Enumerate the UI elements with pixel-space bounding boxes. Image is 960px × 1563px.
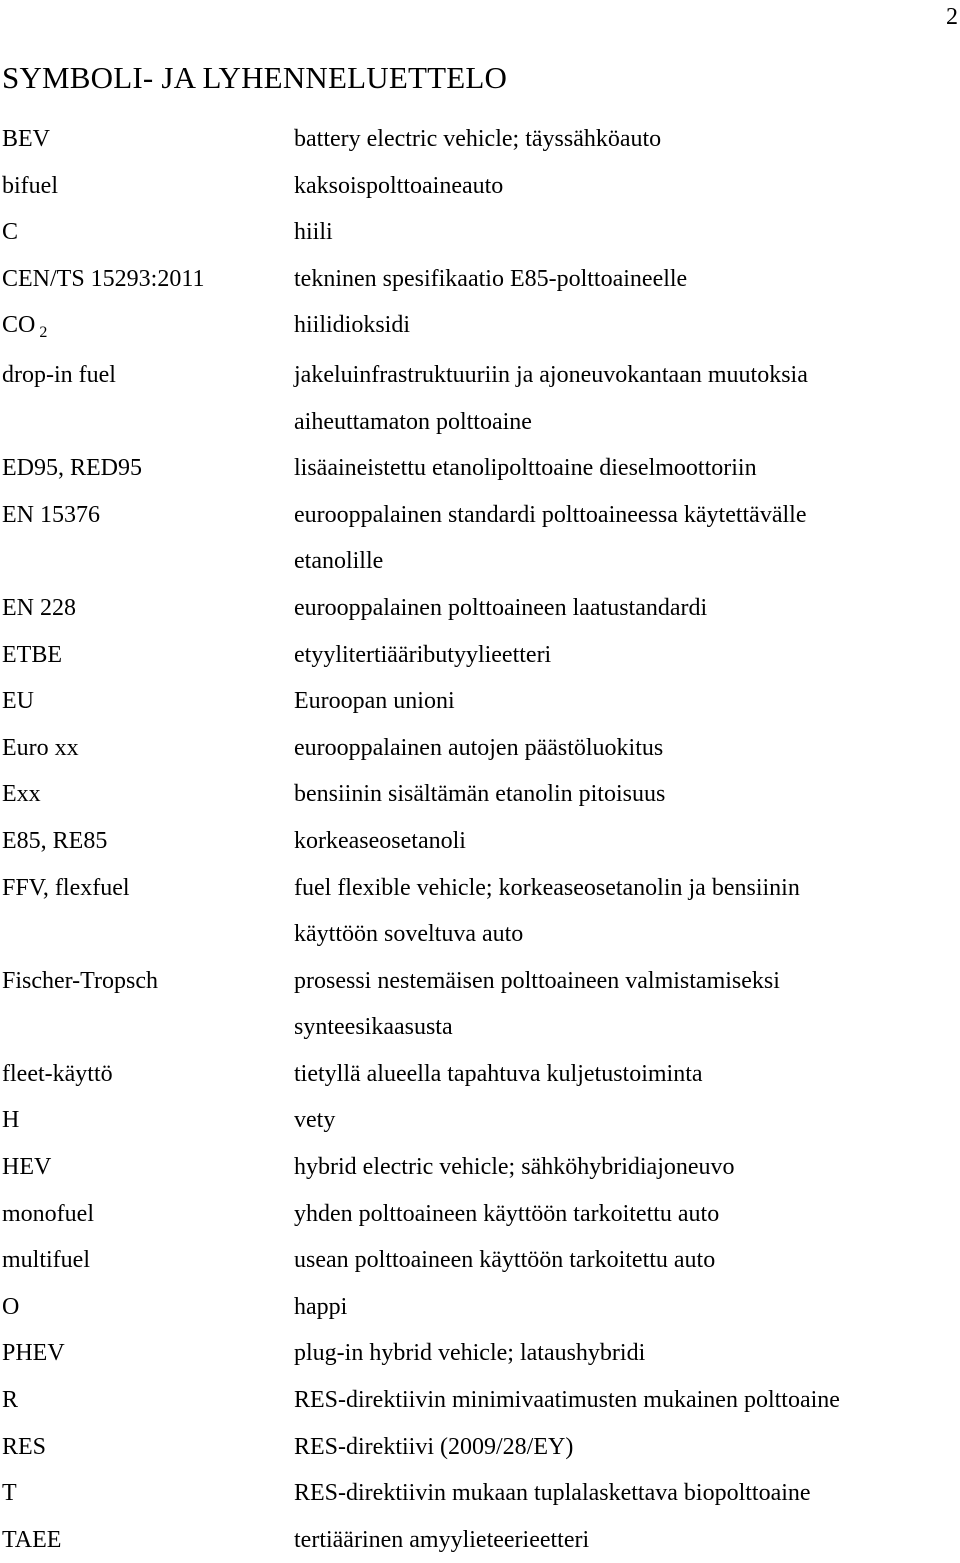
list-item xyxy=(0,818,960,865)
definition-line: RES-direktiivin minimivaatimusten mukainen polttoaine xyxy=(294,1387,840,1414)
definition-line: RES-direktiivin mukaan tuplalaskettava biopolttoaine xyxy=(294,1480,811,1507)
definition xyxy=(294,1517,958,1563)
term-text: O xyxy=(2,1293,20,1320)
list-item xyxy=(0,256,960,303)
definition xyxy=(294,492,958,585)
list-item xyxy=(0,771,960,818)
definition xyxy=(294,1051,958,1098)
term-text: E85, RE85 xyxy=(2,827,108,854)
list-item xyxy=(0,725,960,772)
definition-line: Euroopan unioni xyxy=(294,688,455,715)
list-item xyxy=(0,958,960,1051)
abbreviation-term xyxy=(0,1470,294,1517)
abbreviation-term xyxy=(0,352,294,399)
definition xyxy=(294,116,958,163)
definition-line: bensiinin sisältämän etanolin pitoisuus xyxy=(294,781,666,808)
definition-line: fuel flexible vehicle; korkeaseosetanolin ja bensiinin xyxy=(294,874,800,901)
abbreviation-term xyxy=(0,1144,294,1191)
definition-line: korkeaseosetanoli xyxy=(294,827,466,854)
term-text: Fischer-Tropsch xyxy=(2,967,158,994)
list-item xyxy=(0,116,960,163)
abbreviation-term xyxy=(0,256,294,303)
list-item xyxy=(0,1051,960,1098)
definition-line: prosessi nestemäisen polttoaineen valmistamiseksi xyxy=(294,967,780,994)
term-text: ETBE xyxy=(2,641,62,668)
definition xyxy=(294,256,958,303)
list-item xyxy=(0,1470,960,1517)
term-text: drop-in fuel xyxy=(2,361,116,388)
list-item xyxy=(0,632,960,679)
definition-line: eurooppalainen polttoaineen laatustandardi xyxy=(294,594,708,621)
definition xyxy=(294,1330,958,1377)
definition-line: eurooppalainen autojen päästöluokitus xyxy=(294,734,664,761)
term-text: ED95, RED95 xyxy=(2,455,142,482)
list-item xyxy=(0,445,960,492)
definition-line: jakeluinfrastruktuuriin ja ajoneuvokantaan muutoksia xyxy=(294,361,808,388)
definition-line: eurooppalainen standardi polttoaineessa käytettävälle xyxy=(294,501,807,528)
definition-line: happi xyxy=(294,1293,348,1320)
list-item xyxy=(0,1237,960,1284)
abbreviation-term xyxy=(0,302,294,352)
page-title: SYMBOLI- JA LYHENNELUETTELO xyxy=(2,60,508,95)
term-text: R xyxy=(2,1387,19,1414)
definition xyxy=(294,1424,958,1471)
definition-line: kaksoispolttoaineauto xyxy=(294,172,504,199)
abbreviation-term xyxy=(0,1191,294,1238)
abbreviation-term xyxy=(0,1284,294,1331)
term-text: H xyxy=(2,1107,20,1134)
abbreviation-term xyxy=(0,1237,294,1284)
definition-line: käyttöön soveltuva auto xyxy=(294,921,524,948)
term-text: EU xyxy=(2,688,34,715)
definition xyxy=(294,163,958,210)
definition xyxy=(294,1144,958,1191)
list-item xyxy=(0,1424,960,1471)
definition xyxy=(294,818,958,865)
term-text: RES xyxy=(2,1433,47,1460)
abbreviation-term xyxy=(0,1097,294,1144)
term-text: FFV, flexfuel xyxy=(2,874,130,901)
definition xyxy=(294,725,958,772)
definition-line: yhden polttoaineen käyttöön tarkoitettu auto xyxy=(294,1200,720,1227)
definition xyxy=(294,1191,958,1238)
definition xyxy=(294,1377,958,1424)
term-text: CO xyxy=(2,312,36,339)
term-text: Exx xyxy=(2,781,41,808)
term-text: multifuel xyxy=(2,1247,90,1274)
list-item xyxy=(0,1144,960,1191)
definition-line: tertiäärinen amyylieteerieetteri xyxy=(294,1526,590,1553)
definition xyxy=(294,445,958,492)
list-item xyxy=(0,209,960,256)
list-item xyxy=(0,302,960,352)
definition xyxy=(294,1470,958,1517)
definition xyxy=(294,771,958,818)
term-text: EN 15376 xyxy=(2,501,100,528)
definition-line: hiilidioksidi xyxy=(294,312,411,339)
term-text: T xyxy=(2,1480,17,1507)
abbreviation-term xyxy=(0,1377,294,1424)
definition-line: RES-direktiivi (2009/28/EY) xyxy=(294,1433,574,1460)
definition-line: tietyllä alueella tapahtuva kuljetustoiminta xyxy=(294,1060,703,1087)
definition-line: battery electric vehicle; täyssähköauto xyxy=(294,126,662,152)
definition-line: lisäaineistettu etanolipolttoaine dieselmoottoriin xyxy=(294,455,757,482)
definition-line: synteesikaasusta xyxy=(294,1014,453,1041)
abbreviation-term xyxy=(0,492,294,539)
term-text: PHEV xyxy=(2,1340,65,1367)
abbreviation-term xyxy=(0,116,294,163)
list-item xyxy=(0,1377,960,1424)
list-item xyxy=(0,1330,960,1377)
definition-line: etanolille xyxy=(294,548,384,575)
definition-line: vety xyxy=(294,1107,336,1134)
abbreviation-term xyxy=(0,771,294,818)
term-text: C xyxy=(2,219,19,246)
term-text: fleet-käyttö xyxy=(2,1060,113,1087)
abbreviation-term xyxy=(0,1517,294,1563)
definition xyxy=(294,352,958,445)
abbreviation-term xyxy=(0,1330,294,1377)
list-item xyxy=(0,678,960,725)
definition-line: aiheuttamaton polttoaine xyxy=(294,408,532,435)
term-text: EN 228 xyxy=(2,594,76,621)
definition-line: plug-in hybrid vehicle; lataushybridi xyxy=(294,1340,646,1367)
abbreviation-term xyxy=(0,445,294,492)
abbreviation-term xyxy=(0,632,294,679)
abbreviation-term xyxy=(0,1051,294,1098)
definition xyxy=(294,209,958,256)
term-subscript: 2 xyxy=(39,324,48,342)
term-text: monofuel xyxy=(2,1200,94,1227)
definition-line: etyylitertiääributyylieetteri xyxy=(294,641,552,668)
definition xyxy=(294,585,958,632)
term-text: Euro xx xyxy=(2,734,79,761)
abbreviation-list xyxy=(0,116,960,1563)
abbreviation-term xyxy=(0,865,294,912)
list-item xyxy=(0,492,960,585)
abbreviation-term xyxy=(0,1424,294,1471)
definition xyxy=(294,865,958,958)
definition xyxy=(294,1284,958,1331)
list-item xyxy=(0,865,960,958)
definition-line: hybrid electric vehicle; sähköhybridiajoneuvo xyxy=(294,1154,735,1181)
list-item xyxy=(0,1284,960,1331)
list-item xyxy=(0,585,960,632)
list-item xyxy=(0,1191,960,1238)
term-text: HEV xyxy=(2,1154,52,1181)
definition-line: tekninen spesifikaatio E85-polttoaineelle xyxy=(294,265,688,292)
abbreviation-term xyxy=(0,678,294,725)
abbreviation-term xyxy=(0,958,294,1005)
term-text: CEN/TS 15293:2011 xyxy=(2,265,205,292)
definition-line: hiili xyxy=(294,219,333,246)
list-item xyxy=(0,1517,960,1563)
definition xyxy=(294,1097,958,1144)
abbreviation-term xyxy=(0,818,294,865)
abbreviation-term xyxy=(0,725,294,772)
list-item xyxy=(0,352,960,445)
term-text: TAEE xyxy=(2,1526,62,1553)
term-text: BEV xyxy=(2,126,50,152)
abbreviation-term xyxy=(0,585,294,632)
definition xyxy=(294,678,958,725)
definition xyxy=(294,632,958,679)
definition xyxy=(294,1237,958,1284)
definition-line: usean polttoaineen käyttöön tarkoitettu auto xyxy=(294,1247,716,1274)
abbreviation-term xyxy=(0,163,294,210)
list-item xyxy=(0,1097,960,1144)
abbreviation-term xyxy=(0,209,294,256)
page-number: 2 xyxy=(946,4,958,30)
list-item xyxy=(0,163,960,210)
term-text: bifuel xyxy=(2,172,58,199)
definition xyxy=(294,958,958,1051)
definition xyxy=(294,302,958,349)
